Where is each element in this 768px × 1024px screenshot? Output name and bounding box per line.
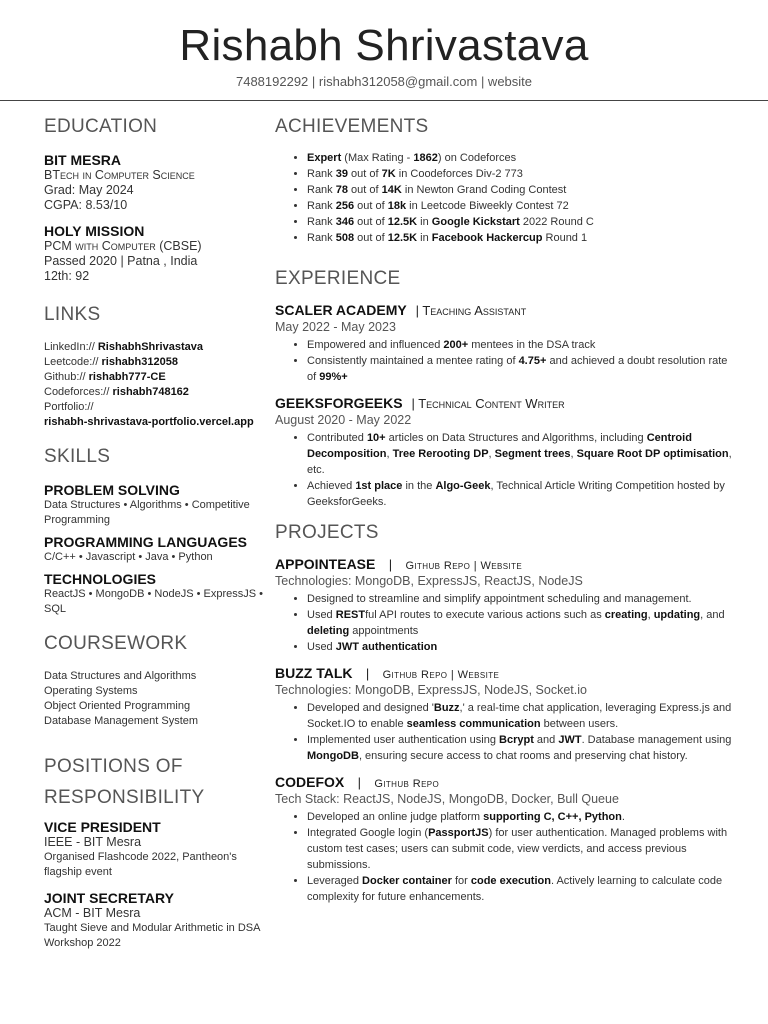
coursework-section bbox=[44, 633, 264, 729]
projects-section bbox=[275, 522, 735, 905]
skill-group bbox=[44, 534, 264, 565]
contact-line: 7488192292 | rishabh312058@gmail.com | website bbox=[235, 74, 533, 89]
course-item: Operating Systems bbox=[44, 685, 138, 697]
company-name: GEEKSFORGEEKS bbox=[275, 395, 403, 411]
section-heading-projects: PROJECTS bbox=[275, 522, 379, 543]
project-item: CODEFOX | Github Repo Tech Stack: ReactJS, NodeJS, MongoDB, Docker, Bull Queue • Developed an online judge platform supporting C, C++, Python. • Integrated Google login (PassportJS) for user authentication. Managed problems with custom test cases; users can submit code, view verdicts, and access previous submissions. • Leveraged Docker container for code execution. Actively learning to calculate code complexity for future enhancements. bbox=[275, 774, 735, 905]
position-desc: Taught Sieve and Modular Arithmetic in DSA Workshop 2022 bbox=[44, 922, 260, 949]
project-links[interactable]: Github Repo bbox=[374, 778, 440, 790]
school-name: BIT MESRA bbox=[44, 152, 121, 168]
section-heading-experience: EXPERIENCE bbox=[275, 268, 401, 289]
project-bullets bbox=[275, 809, 735, 905]
link-portfolio[interactable] bbox=[44, 400, 264, 430]
link-leetcode[interactable] bbox=[44, 355, 264, 370]
list-item: • Contributed 10+ articles on Data Structures and Algorithms, including Centroid Decomposition, Tree Rerooting DP, Segment trees, Square Root DP optimisation, etc. bbox=[307, 430, 735, 478]
section-heading-skills: SKILLS bbox=[44, 446, 111, 467]
link-value: rishabh312058 bbox=[101, 356, 178, 368]
project-item: APPOINTEASE | Github Repo | Website Technologies: MongoDB, ExpressJS, ReactJS, NodeJS • Designed to streamline and simplify appointment scheduling and management. • Used RESTful API routes to execute various actions such as creating, updating, and deleting appointments • Used JWT authentication bbox=[275, 556, 735, 655]
course-item: Object Oriented Programming bbox=[44, 700, 191, 712]
experience-item bbox=[275, 302, 735, 385]
job-date: May 2022 - May 2023 bbox=[275, 320, 396, 334]
skill-group-text: ReactJS • MongoDB • NodeJS • ExpressJS • SQL bbox=[44, 588, 263, 615]
skill-group bbox=[44, 482, 264, 528]
link-label: Portfolio:// bbox=[44, 401, 94, 413]
degree: BTech in Computer Science bbox=[44, 168, 195, 182]
experience-section bbox=[275, 268, 735, 510]
list-item: • Designed to streamline and simplify appointment scheduling and management. bbox=[307, 591, 735, 607]
project-bullets bbox=[275, 700, 735, 764]
resume-header bbox=[0, 0, 768, 89]
candidate-name: Rishabh Shrivastava bbox=[179, 21, 589, 70]
skill-group-title: PROGRAMMING LANGUAGES bbox=[44, 534, 247, 550]
list-item: • Rank 256 out of 18k in Leetcode Biweekly Contest 72 bbox=[307, 198, 735, 214]
experience-item bbox=[275, 395, 735, 510]
list-item: • Used JWT authentication bbox=[307, 639, 735, 655]
link-value: rishabh777-CE bbox=[88, 371, 166, 383]
list-item: • Used RESTful API routes to execute various actions such as creating, updating, and deleting appointments bbox=[307, 607, 735, 639]
list-item: • Integrated Google login (PassportJS) for user authentication. Managed problems with custom test cases; users can submit code, view verdicts, and access previous submissions. bbox=[307, 825, 735, 873]
experience-bullets bbox=[275, 430, 735, 510]
position-title: VICE PRESIDENT bbox=[44, 819, 161, 835]
list-item: • Expert (Max Rating - 1862) on Codeforces bbox=[307, 150, 735, 166]
achievements-list bbox=[275, 150, 735, 246]
section-heading-achievements: ACHIEVEMENTS bbox=[275, 116, 429, 137]
project-tech: Tech Stack: ReactJS, NodeJS, MongoDB, Docker, Bull Queue bbox=[275, 792, 619, 806]
skill-group-text: Data Structures • Algorithms • Competitive Programming bbox=[44, 499, 250, 526]
position-org: IEEE - BIT Mesra bbox=[44, 835, 142, 849]
right-column bbox=[275, 116, 735, 915]
left-column bbox=[44, 116, 264, 961]
list-item: • Developed and designed 'Buzz,' a real-time chat application, leveraging Express.js and Socket.IO to enable seamless communication between users. bbox=[307, 700, 735, 732]
project-tech: Technologies: MongoDB, ExpressJS, NodeJS, Socket.io bbox=[275, 683, 587, 697]
link-label: Github:// bbox=[44, 371, 86, 383]
project-name: BUZZ TALK bbox=[275, 665, 353, 681]
course-item: Database Management System bbox=[44, 715, 199, 727]
position-title: JOINT SECRETARY bbox=[44, 890, 174, 906]
list-item: • Implemented user authentication using Bcrypt and JWT. Database management using MongoDB, ensuring secure access to chat rooms and preserving chat history. bbox=[307, 732, 735, 764]
position-item bbox=[44, 819, 264, 880]
cgpa: CGPA: 8.53/10 bbox=[44, 198, 128, 212]
list-item: • Rank 508 out of 12.5K in Facebook Hackercup Round 1 bbox=[307, 230, 735, 246]
list-item: • Rank 78 out of 14K in Newton Grand Coding Contest bbox=[307, 182, 735, 198]
school-name: HOLY MISSION bbox=[44, 223, 145, 239]
positions-section bbox=[44, 751, 264, 951]
course-item: Data Structures and Algorithms bbox=[44, 670, 197, 682]
link-linkedin[interactable] bbox=[44, 340, 264, 355]
section-heading-education: EDUCATION bbox=[44, 116, 158, 137]
degree: PCM with Computer (CBSE) bbox=[44, 239, 202, 253]
grad-date: Grad: May 2024 bbox=[44, 183, 134, 197]
job-role: | Technical Content Writer bbox=[411, 396, 565, 411]
skill-group bbox=[44, 571, 264, 617]
experience-bullets bbox=[275, 337, 735, 385]
link-label: Leetcode:// bbox=[44, 356, 99, 368]
list-item: • Rank 39 out of 7K in Coodeforces Div-2 773 bbox=[307, 166, 735, 182]
skill-group-text: C/C++ • Javascript • Java • Python bbox=[44, 551, 213, 563]
position-desc: Organised Flashcode 2022, Pantheon's flagship event bbox=[44, 851, 237, 878]
heading-line: POSITIONS OF bbox=[44, 756, 183, 777]
education-item bbox=[44, 223, 264, 284]
position-item bbox=[44, 890, 264, 951]
pass-info: Passed 2020 | Patna , India bbox=[44, 254, 198, 268]
project-name: APPOINTEASE bbox=[275, 556, 376, 572]
link-value: RishabhShrivastava bbox=[97, 341, 203, 353]
links-section bbox=[44, 304, 264, 430]
list-item: • Developed an online judge platform supporting C, C++, Python. bbox=[307, 809, 735, 825]
project-tech: Technologies: MongoDB, ExpressJS, ReactJS, NodeJS bbox=[275, 574, 583, 588]
header-divider bbox=[0, 100, 768, 101]
project-links[interactable]: Github Repo | Website bbox=[405, 560, 523, 572]
section-heading-coursework: COURSEWORK bbox=[44, 633, 188, 654]
section-heading-links: LINKS bbox=[44, 304, 101, 325]
section-heading-positions bbox=[44, 751, 264, 813]
skill-group-title: TECHNOLOGIES bbox=[44, 571, 157, 587]
link-value: rishabh-shrivastava-portfolio.vercel.app bbox=[44, 416, 254, 428]
list-item: • Empowered and influenced 200+ mentees in the DSA track bbox=[307, 337, 735, 353]
project-links[interactable]: Github Repo | Website bbox=[382, 669, 500, 681]
job-date: August 2020 - May 2022 bbox=[275, 413, 412, 427]
achievements-section bbox=[275, 116, 735, 246]
link-codeforces[interactable] bbox=[44, 385, 264, 400]
education-item bbox=[44, 152, 264, 213]
skills-section bbox=[44, 446, 264, 617]
project-name: CODEFOX bbox=[275, 774, 345, 790]
list-item: • Rank 346 out of 12.5K in Google Kickstart 2022 Round C bbox=[307, 214, 735, 230]
list-item: • Consistently maintained a mentee rating of 4.75+ and achieved a doubt resolution rate of 99%+ bbox=[307, 353, 735, 385]
heading-line: RESPONSIBILITY bbox=[44, 787, 205, 808]
list-item: • Leveraged Docker container for code execution. Actively learning to calculate code complexity for future enhancements. bbox=[307, 873, 735, 905]
score: 12th: 92 bbox=[44, 269, 90, 283]
list-item: • Achieved 1st place in the Algo-Geek, Technical Article Writing Competition hosted by GeeksforGeeks. bbox=[307, 478, 735, 510]
position-org: ACM - BIT Mesra bbox=[44, 906, 141, 920]
project-bullets bbox=[275, 591, 735, 655]
link-label: Codeforces:// bbox=[44, 386, 110, 398]
link-value: rishabh748162 bbox=[112, 386, 189, 398]
company-name: SCALER ACADEMY bbox=[275, 302, 407, 318]
link-github[interactable] bbox=[44, 370, 264, 385]
job-role: | Teaching Assistant bbox=[415, 303, 527, 318]
skill-group-title: PROBLEM SOLVING bbox=[44, 482, 180, 498]
link-label: LinkedIn:// bbox=[44, 341, 95, 353]
education-section bbox=[44, 116, 264, 284]
project-item: BUZZ TALK | Github Repo | Website Technologies: MongoDB, ExpressJS, NodeJS, Socket.io • Developed and designed 'Buzz,' a real-time chat application, leveraging Express.js and Socket.IO to enable seamless communication between users. • Implemented user authentication using Bcrypt and JWT. Database management using MongoDB, ensuring secure access to chat rooms and preserving chat history. bbox=[275, 665, 735, 764]
